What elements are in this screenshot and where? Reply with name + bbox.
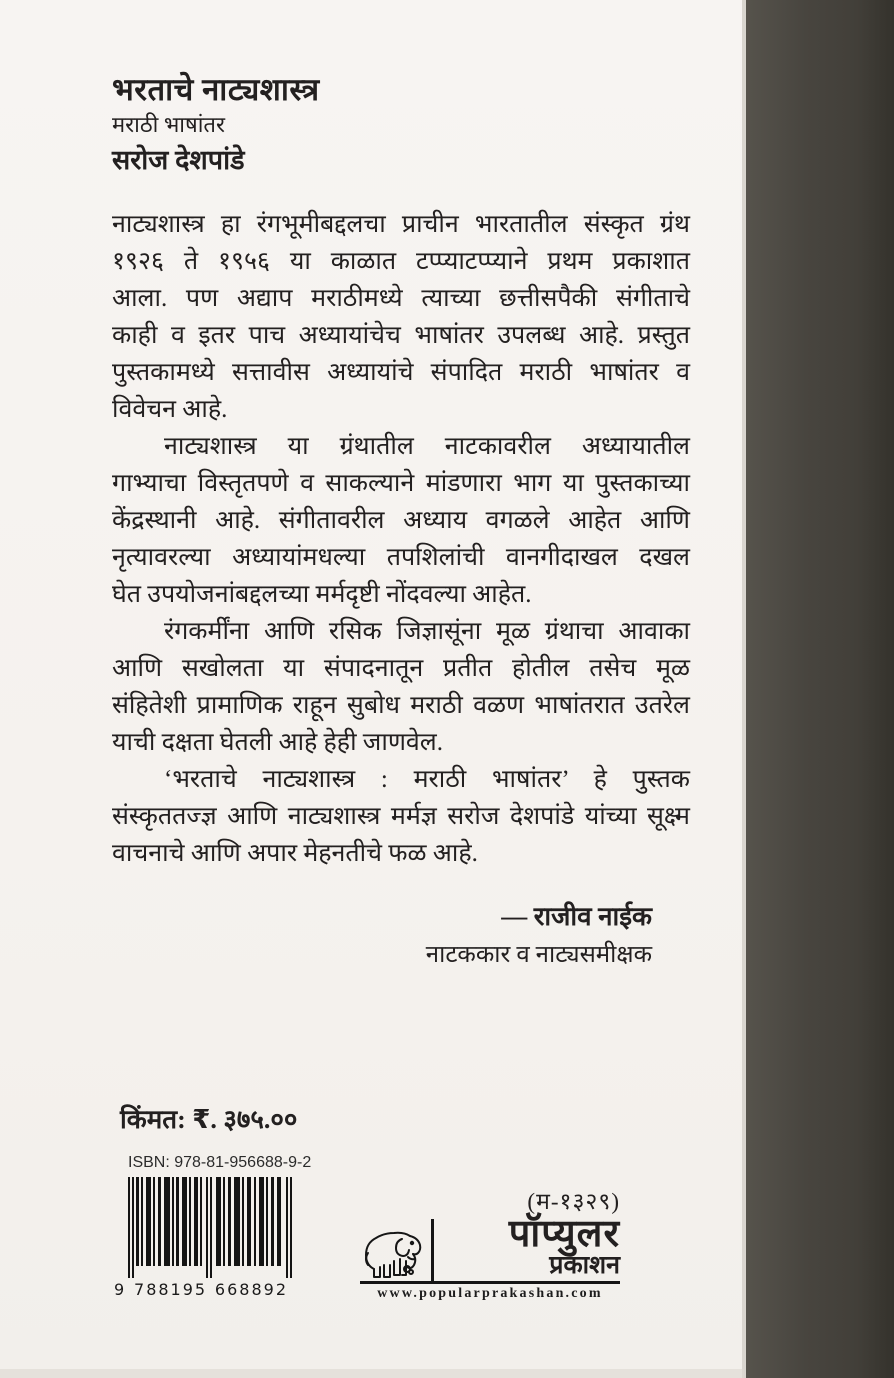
book-subtitle: मराठी भाषांतर	[112, 112, 225, 137]
price-label: किंमत: ₹. ३७५.००	[120, 1105, 298, 1134]
back-cover-blurb	[112, 206, 690, 872]
blurb-line: पुस्तकामध्ये सत्तावीस अध्यायांचे संपादित मराठी भाषांतर व	[112, 359, 690, 386]
scan-bottom-edge	[0, 1369, 744, 1378]
elephant-icon	[362, 1215, 430, 1283]
author-name: सरोज देशपांडे	[112, 145, 245, 175]
reviewer-role: नाटककार व नाट्यसमीक्षक	[425, 942, 652, 968]
blurb-line: नृत्यावरल्या अध्यायांमधल्या तपशिलांची वानगीदाखल दखल	[112, 544, 690, 571]
blurb-line: केंद्रस्थानी आहे. संगीतावरील अध्याय वगळले आहेत आणि	[112, 507, 690, 534]
blurb-line: नाट्यशास्त्र हा रंगभूमीबद्दलचा प्राचीन भारतातील संस्कृत ग्रंथ	[112, 211, 690, 238]
publisher-url: www.popularprakashan.com	[377, 1286, 603, 1301]
book-title: भरताचे नाट्यशास्त्र	[112, 72, 320, 107]
book-spine	[746, 0, 894, 1378]
barcode-digits	[114, 1280, 288, 1299]
catalog-code: (म-१३२९)	[527, 1189, 620, 1214]
blurb-line: विवेचन आहे.	[112, 396, 228, 423]
barcode-digit-group: 9	[114, 1280, 127, 1299]
blurb-line: घेत उपयोजनांबद्दलच्या मर्मदृष्टी नोंदवल्या आहेत.	[112, 581, 532, 608]
logo-divider	[431, 1219, 434, 1281]
blurb-line: आला. पण अद्याप मराठीमध्ये त्याच्या छत्तीसपैकी संगीताचे	[112, 285, 690, 312]
barcode-digit-group: 788195	[134, 1280, 208, 1299]
blurb-line: संहितेशी प्रामाणिक राहून सुबोध मराठी वळण भाषांतरात उतरेल	[112, 692, 690, 719]
blurb-line: १९२६ ते १९५६ या काळात टप्प्याटप्प्याने प्रथम प्रकाशात	[112, 248, 690, 275]
blurb-line: रंगकर्मींना आणि रसिक जिज्ञासूंना मूळ ग्रंथाचा आवाका	[164, 618, 690, 645]
blurb-line: ‘भरताचे नाट्यशास्त्र : मराठी भाषांतर’ हे पुस्तक	[164, 766, 690, 793]
blurb-line: याची दक्षता घेतली आहे हेही जाणवेल.	[112, 729, 444, 756]
blurb-line: काही व इतर पाच अध्यायांचेच भाषांतर उपलब्ध आहे. प्रस्तुत	[112, 322, 690, 349]
barcode-digit-group: 668892	[214, 1280, 288, 1299]
isbn-label: ISBN: 978-81-956688-9-2	[128, 1154, 312, 1171]
blurb-line: संस्कृततज्ज्ञ आणि नाट्यशास्त्र मर्मज्ञ सरोज देशपांडे यांच्या सूक्ष्म	[112, 803, 690, 830]
barcode	[128, 1177, 294, 1289]
blurb-line: नाट्यशास्त्र या ग्रंथातील नाटकावरील अध्यायातील	[164, 433, 690, 460]
attribution-block	[112, 898, 652, 974]
blurb-line: गाभ्याचा विस्तृतपणे व साकल्याने मांडणारा भाग या पुस्तकाच्या	[112, 470, 690, 497]
publisher-name: पॉप्युलर	[508, 1213, 620, 1255]
reviewer-name: — राजीव नाईक	[501, 902, 652, 931]
logo-rule	[360, 1281, 620, 1284]
blurb-line: वाचनाचे आणि अपार मेहनतीचे फळ आहे.	[112, 840, 478, 867]
publisher-subname: प्रकाशन	[549, 1252, 620, 1279]
blurb-line: आणि सखोलता या संपादनातून प्रतीत होतील तसेच मूळ	[112, 655, 690, 682]
